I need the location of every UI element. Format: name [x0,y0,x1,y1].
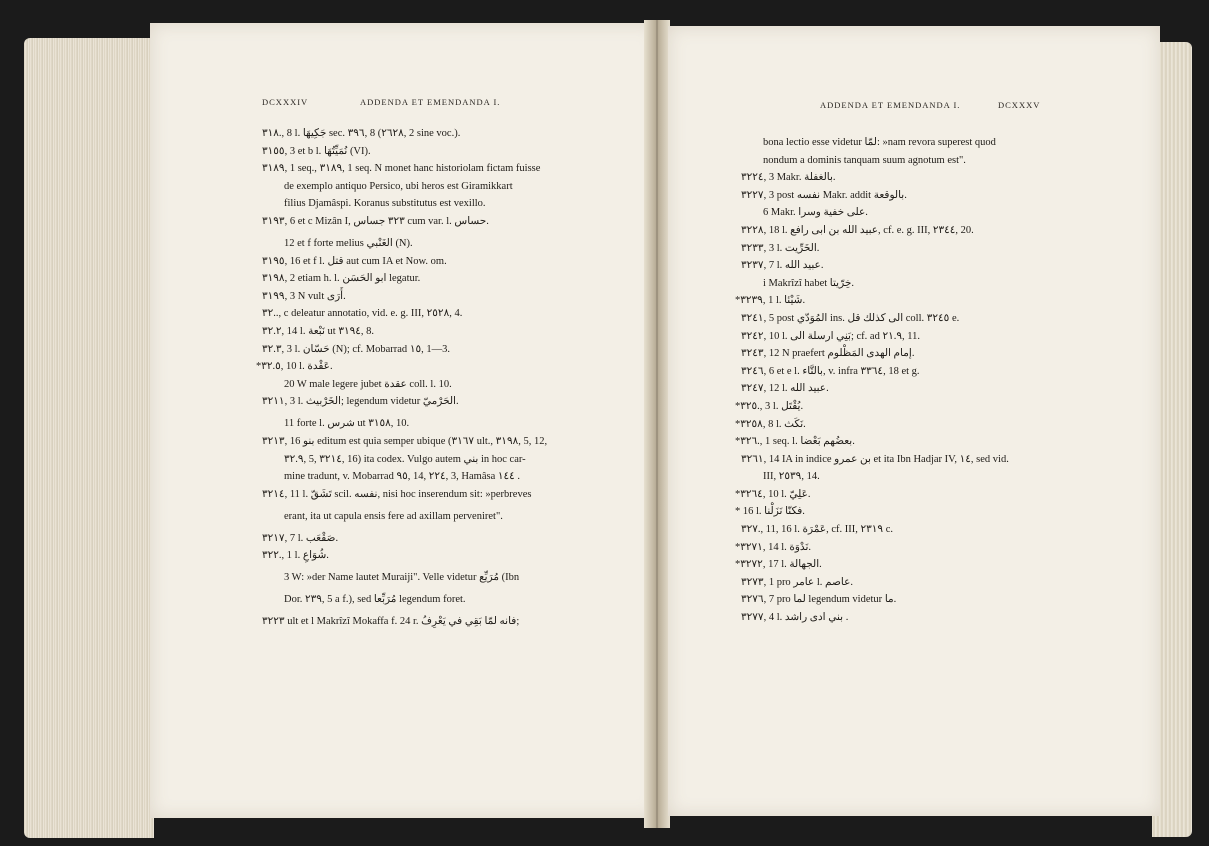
text-line: ٣٢١٤, 11 l. تَشَقّ scil. نفسه, nisi hoc inserendum sit: »perbreves [262,488,532,500]
text-line: 20 W male legere jubet عقدة coll. l. 10. [284,378,452,390]
text-line: ٣٢٢٨, 18 l. عبيد الله بن ابى رافع, cf. e. g. III, ٢٣٤٤, 20. [741,224,974,236]
open-book [18,20,1198,828]
text-line: ٣٢٢٣ ult et l Makrîzî Mokaffa f. 24 r. فانه لمّا بَقِي في يَعْرِفُ; [262,616,520,628]
text-line: bona lectio esse videtur لمّا: »nam revora superest quod [763,137,996,148]
text-line: ٣٢٤٢, 10 l. بَنِي ارسلة الى; cf. ad ٢١.٩, 11. [741,330,921,342]
text-line: ٣١٥٥, 3 et b l. نُمَيِّتُهَا (VI). [262,145,371,157]
text-line: ٣٢.٩, 5, ٣٢١٤, 16) ita codex. Vulgo autem بني in hoc car- [284,453,526,465]
text-line: ٣٢.٢, 14 l. نَبْعة ut ٣١٩٤, 8. [262,325,374,337]
text-line: ٣٢٧٧, 4 l. بني ادى راشد . [741,612,849,624]
text-line: *٣٢٦., 1 seq. l. بعضُهم بَعْضا. [735,436,855,448]
text-line: i Makrîzî habet خِرّيتا. [763,277,854,289]
text-line: 11 forte l. شرس ut ٣١٥٨, 10. [284,418,410,430]
text-line: ٣١٨٩, 1 seq., ٣١٨٩, 1 seq. N monet hanc historiolam fictam fuisse [262,163,541,175]
text-line: *٣٢٧٢, 17 l. الجهالة. [735,559,822,571]
right-page [668,26,1160,816]
text-line: ٣٢٣٧, 7 l. عبيد الله. [741,260,824,272]
text-line: ٣٢٦١, 14 IA in indice بن عمرو et ita Ibn Hadjar IV, ١٤, sed vid. [741,453,1009,465]
text-line: ٣٢٤١, 5 post المُوَدّي ins. الى كذلك قل coll. ٣٢٤٥ e. [741,312,960,324]
text-line: *٣٢٧١, 14 l. نَدْوَة. [735,541,811,553]
left-page-number: DCXXXIV [262,97,309,107]
text-line: 12 et f forte melius الغَنْبي (N). [284,237,413,249]
text-line: ٣٢١٣, 16 بنو editum est quia semper ubique (٣١٦٧ ult., ٣١٩٨, 5, 12, [262,435,548,447]
text-line: ٣١٨., 8 l. جَكِيهَا sec. ٣٩٦, 8 (٢٦٢٨, 2 sine voc.). [262,128,461,139]
text-line: ٣٢١٧, 7 l. صَقْعَب. [262,532,339,544]
text-line: ٣٢٧٣, 1 pro عامر l. عاصم. [741,576,853,588]
text-line: ٣٢٣٣, 3 l. الخَرِّيت. [741,242,820,254]
text-line: ٣٢٤٣, 12 N praefert إمام الهدى المَظْلوم. [741,348,915,360]
text-line: nondum a dominis tanquam suum agnotum est". [763,154,966,166]
text-line: *٣٢.٥, 10 l. عَقْدة. [256,361,333,373]
text-line: ٣٢٤٧, 12 l. عبيد الله. [741,383,829,395]
text-line: * 16 l. فكنّا نَزَلْنا. [735,506,805,518]
text-line: 3 W: »der Name lautet Muraiji". Velle videtur مُرَيِّع (Ibn [284,572,520,584]
text-line: ٣٢.., c deleatur annotatio, vid. e. g. III, ٢٥٢٨, 4. [262,308,463,320]
text-line: erant, ita ut capula ensis fere ad axillam perveniret". [284,510,503,522]
right-page-number: DCXXXV [998,100,1041,110]
text-line: ٣٢٢٧, 3 post نفسه Makr. addit بالوقعة. [741,189,907,201]
text-line: ٣٢١١, 3 l. الخَرْبيث; legendum videtur الحَرْميّ. [262,396,459,408]
left-running-title: ADDENDA ET EMENDANDA I. [360,97,501,107]
left-page-edges [24,38,154,838]
text-line: ٣١٩٨, 2 etiam h. l. ابو الحَسَن legatur. [262,273,421,285]
right-page-text [735,136,1009,629]
left-page [150,23,658,818]
text-line: mine tradunt, v. Mobarrad ٩٥, 14, ٢٢٤, 3, Hamâsa ١٤٤ . [284,471,521,483]
left-page-text [256,127,548,633]
text-line: *٣٢٦٤, 10 l. عَلِيّ. [735,488,811,500]
text-line: ٣١٩٥, 16 et f l. قتل aut cum IA et Now. om. [262,255,447,267]
text-line: ٣٢٢., 1 l. شُوَاعِ. [262,550,329,562]
right-running-title: ADDENDA ET EMENDANDA I. [820,100,961,110]
text-line: *٣٢٣٩, 1 l. شَيْئا. [735,295,806,307]
text-line: ٣٢٤٦, 6 et e l. بالتَّاء, v. infra ٣٣٦٤, 18 et g. [741,365,920,377]
text-line: Dor. ٢٣٩, 5 a f.), sed مُرَبِّعا legendum foret. [284,594,466,606]
text-line: de exemplo antiquo Persico, ubi heros est Giramikkart [284,180,513,192]
text-line: 6 Makr. على خفية وسرا. [763,207,868,219]
text-line: ٣٢.٣, 3 l. حَسّان (N); cf. Mobarrad ١٥, 1—3. [262,343,450,355]
text-line: ٣١٩٩, 3 N vult أَرَى. [262,290,346,302]
text-line: filius Djamâspi. Koranus substitutus est vexillo. [284,198,486,210]
book-gutter [644,20,670,828]
text-line: III, ٢٥٣٩, 14. [763,471,820,483]
text-line: ٣٢٧., 11, 16 l. عَمْرَة, cf. III, ٢٣١٩ c. [741,524,893,536]
text-line: ٣٢٢٤, 3 Makr. بالغفلة. [741,172,836,184]
text-line: *٣٢٥٨, 8 l. نَكَث. [735,418,806,430]
text-line: ٣١٩٣, 6 et c Mizân I, ٣٢٣ جساس cum var. l. حساس. [262,215,489,227]
text-line: *٣٢٥., 3 l. يُقْتَل. [735,400,804,412]
text-line: ٣٢٧٦, 7 pro لما legendum videtur ما. [741,594,897,606]
